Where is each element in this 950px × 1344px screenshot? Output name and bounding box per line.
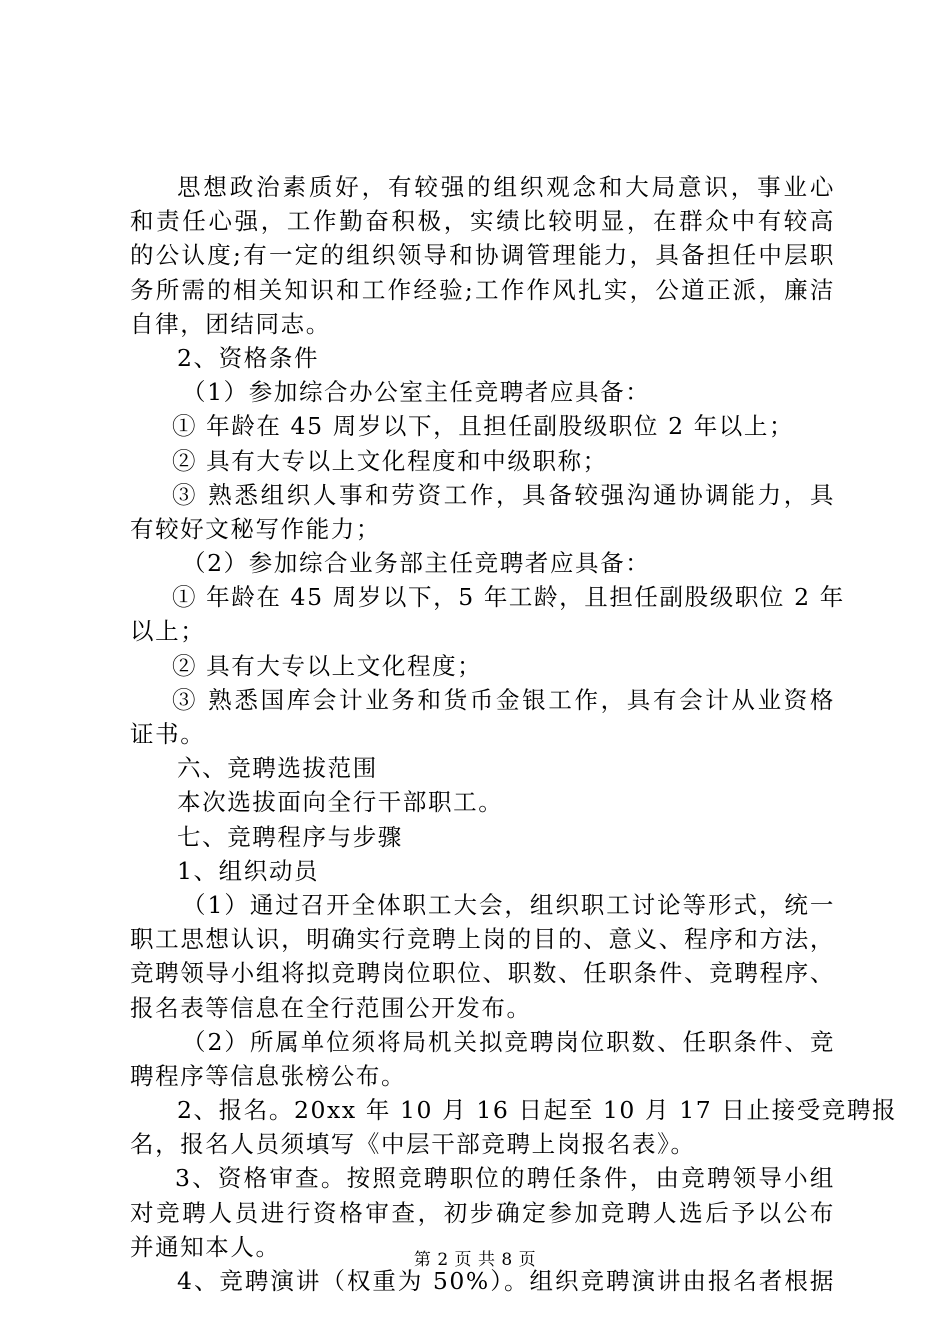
- paragraph-line: （2）所属单位须将局机关拟竞聘岗位职数、任职条件、竞: [182, 1027, 835, 1056]
- subsection-heading: 1、组织动员: [177, 856, 320, 885]
- subsection-heading: （2）参加综合业务部主任竞聘者应具备：: [182, 549, 651, 578]
- paragraph-line: 名，报名人员须填写《中层干部竞聘上岗报名表》。: [130, 1130, 696, 1159]
- page-footer: 第 2 页 共 8 页: [413, 1250, 537, 1270]
- document-body: [130, 170, 898, 1298]
- section-heading: 2、资格条件: [177, 343, 320, 372]
- list-item: ② 具有大专以上文化程度和中级职称；: [172, 446, 608, 475]
- paragraph-line: 竞聘领导小组将拟竞聘岗位职位、职数、任职条件、竞聘程序、: [130, 959, 835, 988]
- paragraph-line: 4、竞聘演讲（权重为 50%）。组织竞聘演讲由报名者根据: [177, 1267, 835, 1295]
- paragraph-line: 的公认度;有一定的组织领导和协调管理能力，具备担任中层职: [130, 241, 835, 270]
- section-heading: 七、竞聘程序与步骤: [177, 822, 403, 851]
- paragraph-line: （1）通过召开全体职工大会，组织职工讨论等形式，统一: [182, 890, 835, 919]
- paragraph-line: 职工思想认识，明确实行竞聘上岗的目的、意义、程序和方法，: [130, 925, 835, 954]
- list-item-continuation: 有较好文秘写作能力；: [130, 514, 381, 543]
- paragraph-line: 务所需的相关知识和工作经验;工作作风扎实，公道正派，廉洁: [130, 275, 835, 304]
- paragraph-line: 自律，团结同志。: [130, 309, 331, 338]
- list-item: ① 年龄在 45 周岁以下，5 年工龄，且担任副股级职位 2 年: [172, 583, 845, 612]
- section-heading: 六、竞聘选拔范围: [177, 754, 378, 783]
- subsection-heading: （1）参加综合办公室主任竞聘者应具备：: [182, 378, 651, 407]
- paragraph-line: 3、资格审查。按照竞聘职位的聘任条件，由竞聘领导小组: [175, 1164, 835, 1193]
- list-item: ② 具有大专以上文化程度；: [172, 651, 483, 680]
- paragraph-line: 和责任心强，工作勤奋积极，实绩比较明显，在群众中有较高: [130, 207, 835, 236]
- list-item-continuation: 证书。: [130, 720, 206, 748]
- paragraph-line: 报名表等信息在全行范围公开发布。: [130, 993, 532, 1022]
- paragraph-line: 聘程序等信息张榜公布。: [130, 1061, 407, 1090]
- paragraph-line: 对竞聘人员进行资格审查，初步确定参加竞聘人选后予以公布: [130, 1198, 835, 1227]
- list-item-continuation: 以上；: [130, 617, 206, 646]
- list-item: ① 年龄在 45 周岁以下，且担任副股级职位 2 年以上；: [172, 412, 795, 441]
- paragraph-line: 并通知本人。: [130, 1232, 281, 1261]
- list-item: ③ 熟悉国库会计业务和货币金银工作，具有会计从业资格: [172, 685, 835, 714]
- paragraph-line: 2、报名。20xx 年 10 月 16 日起至 10 月 17 日止接受竞聘报: [177, 1096, 898, 1125]
- list-item: ③ 熟悉组织人事和劳资工作，具备较强沟通协调能力，具: [172, 480, 835, 509]
- paragraph-line: 思想政治素质好，有较强的组织观念和大局意识，事业心: [177, 173, 835, 201]
- paragraph-line: 本次选拔面向全行干部职工。: [177, 788, 504, 817]
